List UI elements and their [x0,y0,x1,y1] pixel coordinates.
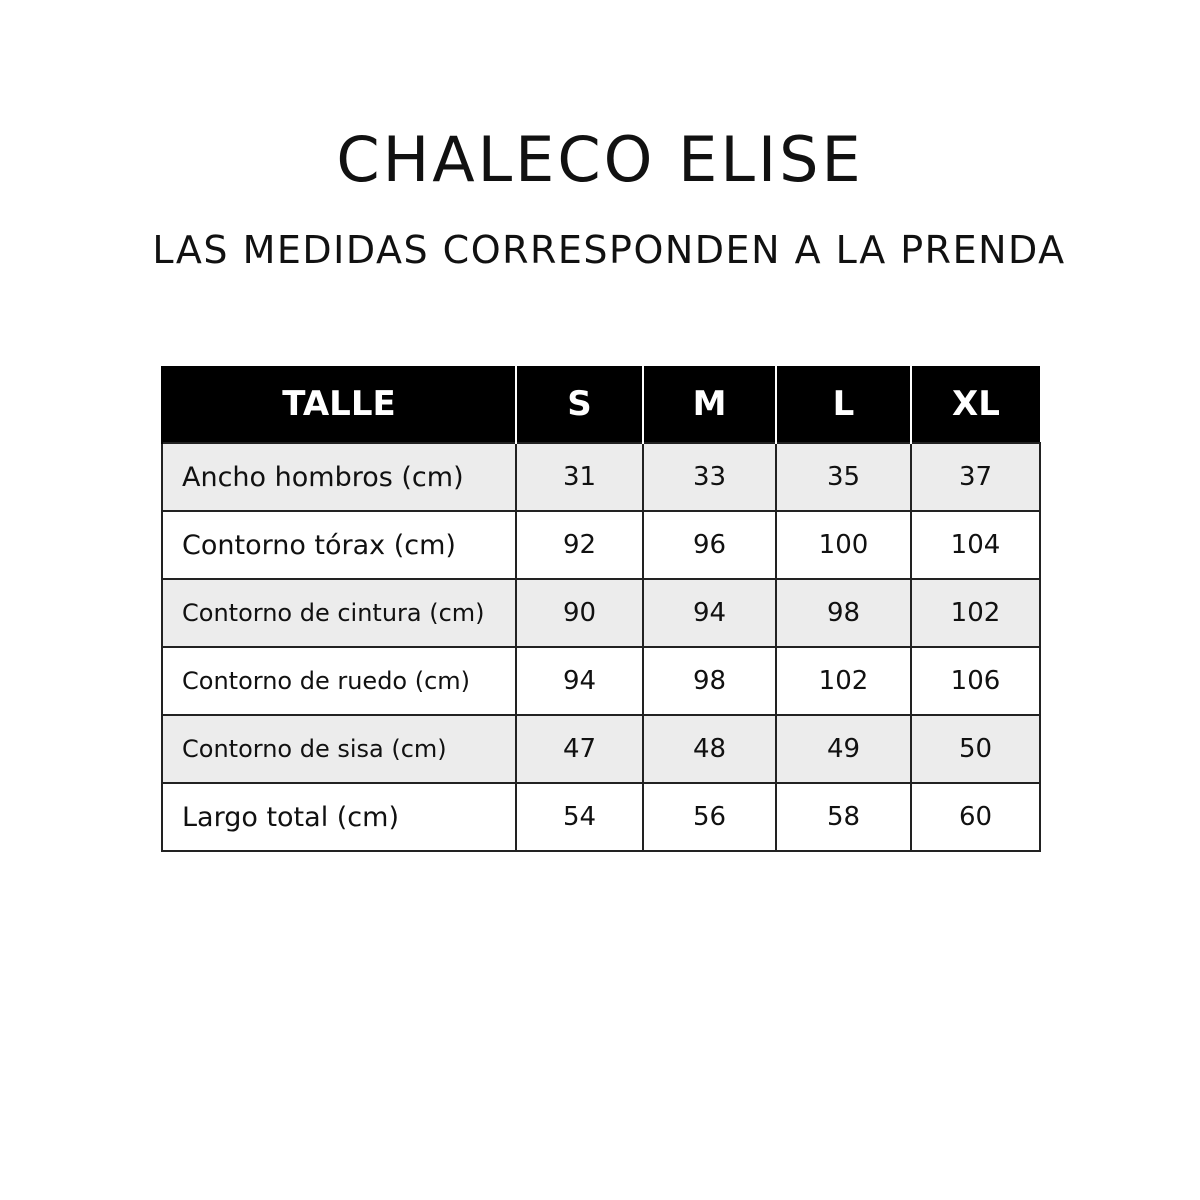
cell-value: 33 [643,443,776,511]
row-label: Contorno tórax (cm) [162,511,516,579]
cell-value: 100 [776,511,911,579]
table-header-row [162,366,1040,443]
cell-value: 49 [776,715,911,783]
cell-value: 96 [643,511,776,579]
row-label: Largo total (cm) [162,783,516,851]
cell-value: 31 [516,443,643,511]
cell-value: 58 [776,783,911,851]
cell-value: 102 [911,579,1040,647]
cell-value: 98 [643,647,776,715]
cell-value: 92 [516,511,643,579]
cell-value: 37 [911,443,1040,511]
cell-value: 104 [911,511,1040,579]
row-label: Contorno de sisa (cm) [162,715,516,783]
cell-value: 60 [911,783,1040,851]
cell-value: 98 [776,579,911,647]
table-row [162,783,1040,851]
cell-value: 102 [776,647,911,715]
cell-value: 50 [911,715,1040,783]
cell-value: 47 [516,715,643,783]
cell-value: 90 [516,579,643,647]
cell-value: 35 [776,443,911,511]
header-size-xl: XL [911,366,1040,443]
table-row [162,443,1040,511]
page-subtitle: LAS MEDIDAS CORRESPONDEN A LA PRENDA [152,228,1066,272]
cell-value: 94 [643,579,776,647]
header-size-l: L [776,366,911,443]
table-row [162,511,1040,579]
cell-value: 56 [643,783,776,851]
table-row [162,715,1040,783]
header-size-m: M [643,366,776,443]
cell-value: 54 [516,783,643,851]
cell-value: 106 [911,647,1040,715]
row-label: Ancho hombros (cm) [162,443,516,511]
page-title: CHALECO ELISE [336,123,864,196]
row-label: Contorno de ruedo (cm) [162,647,516,715]
header-size-s: S [516,366,643,443]
cell-value: 48 [643,715,776,783]
size-chart-table [161,366,1041,852]
table-row [162,647,1040,715]
table-row [162,579,1040,647]
header-talle: TALLE [162,366,516,443]
row-label: Contorno de cintura (cm) [162,579,516,647]
cell-value: 94 [516,647,643,715]
